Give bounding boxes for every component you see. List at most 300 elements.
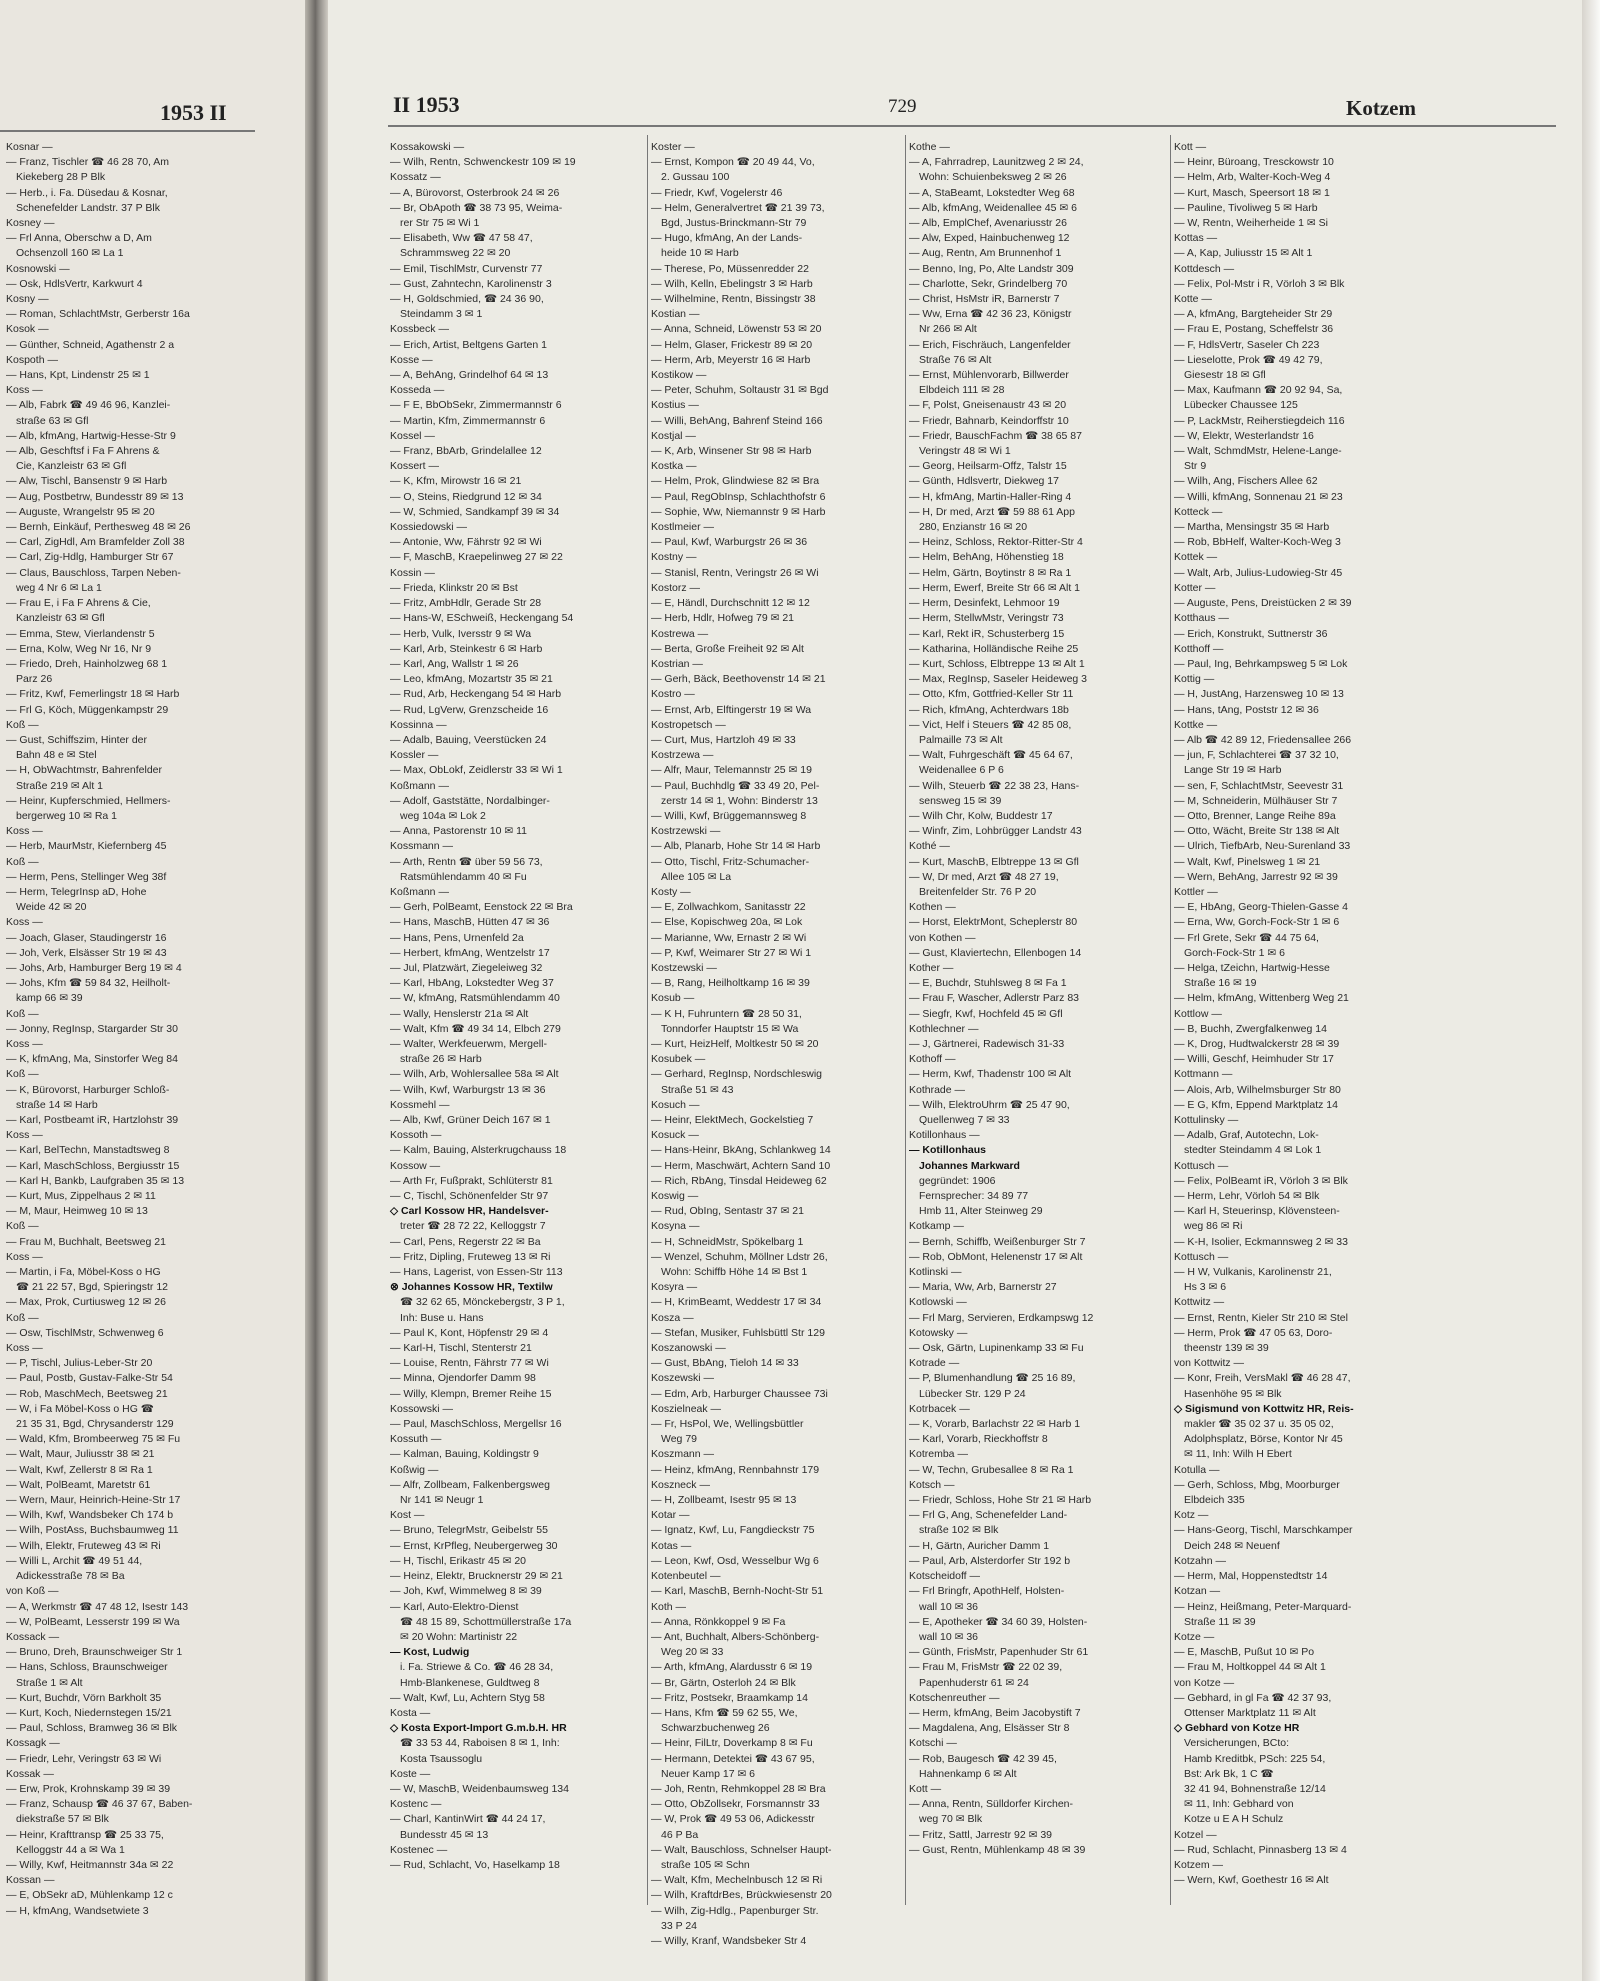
directory-entry: Kosseda —	[390, 384, 445, 397]
directory-entry: — Hermann, Detektei ☎ 43 67 95,	[651, 1752, 815, 1765]
directory-entry: — W, Rentn, Weiherheide 1 ✉ Si	[1174, 217, 1328, 230]
directory-entry: — Heinz, kfmAng, Rennbahnstr 179	[651, 1463, 820, 1476]
directory-entry: — B, Buchh, Zwergfalkenweg 14	[1174, 1022, 1327, 1035]
directory-entry: Koß —	[6, 855, 39, 868]
directory-entry: — Wilh, Kwf, Wandsbeker Ch 174 b	[6, 1509, 174, 1522]
directory-entry: — Emma, Stew, Vierlandenstr 5	[6, 627, 155, 640]
directory-entry: Gorch-Fock-Str 1 ✉ 6	[1184, 946, 1285, 959]
directory-entry: — Günth, FrisMstr, Papenhuder Str 61	[909, 1646, 1089, 1659]
directory-entry: — Helm, BehAng, Höhenstieg 18	[909, 551, 1064, 564]
directory-entry: — Else, Kopischweg 20a, ✉ Lok	[651, 916, 803, 929]
directory-entry: — F, MaschB, Kraepelinweg 27 ✉ 22	[390, 551, 563, 564]
directory-entry: — Johs, Kfm ☎ 59 84 32, Heilholt-	[6, 977, 171, 990]
directory-entry: — Kurt, Schloss, Elbtreppe 13 ✉ Alt 1	[909, 657, 1085, 670]
directory-entry: — Christ, HsMstr iR, Barnerstr 7	[909, 293, 1060, 306]
directory-entry: — Martin, i Fa, Möbel-Koss o HG	[6, 1266, 161, 1279]
directory-entry: — Otto, Wächt, Breite Str 138 ✉ Alt	[1174, 825, 1340, 838]
directory-entry: — Walt, Bauschloss, Schnelser Haupt-	[651, 1843, 832, 1856]
directory-entry: — Br, Gärtn, Osterloh 24 ✉ Blk	[651, 1676, 796, 1689]
col-divider-1	[647, 135, 648, 1905]
directory-entry: Kottler —	[1174, 885, 1218, 898]
directory-entry: — Alb, kfmAng, Hartwig-Hesse-Str 9	[6, 429, 176, 442]
directory-entry: — Alw, Tischl, Bansenstr 9 ✉ Harb	[6, 475, 168, 488]
directory-entry: Parz 26	[16, 673, 53, 686]
directory-entry: — Walt, SchmdMstr, Helene-Lange-	[1174, 445, 1342, 458]
directory-entry: Kotlinski —	[909, 1266, 962, 1279]
directory-entry: — H, Goldschmied, ☎ 24 36 90,	[390, 293, 544, 306]
directory-entry: — Karl H, Steuerinsp, Klövensteen-	[1174, 1205, 1340, 1218]
directory-entry: Kossiedowski —	[390, 521, 468, 534]
directory-entry: — Willi, Geschf, Heimhuder Str 17	[1174, 1053, 1334, 1066]
directory-entry: — Anna, Pastorenstr 10 ✉ 11	[390, 825, 528, 838]
directory-entry: 21 35 31, Bgd, Chrysanderstr 129	[16, 1418, 174, 1431]
directory-entry: — Hans, Pens, Urnenfeld 2a	[390, 931, 524, 944]
directory-entry: Kostka —	[651, 460, 697, 473]
directory-entry: Koswig —	[651, 1190, 699, 1203]
directory-entry: wall 10 ✉ 36	[919, 1630, 978, 1643]
directory-entry: — Gust, Klaviertechn, Ellenbogen 14	[909, 946, 1082, 959]
directory-entry: — Gust, BbAng, Tieloh 14 ✉ 33	[651, 1357, 799, 1370]
directory-entry: — Magdalena, Ang, Elsässer Str 8	[909, 1722, 1070, 1735]
directory-entry: — K, Vorarb, Barlachstr 22 ✉ Harb 1	[909, 1418, 1081, 1431]
directory-entry: Kosuch —	[651, 1098, 700, 1111]
directory-entry: Kosney —	[6, 217, 55, 230]
directory-entry: — Herm, Mal, Hoppenstedtstr 14	[1174, 1570, 1328, 1583]
directory-entry: Koss —	[6, 1250, 43, 1263]
directory-entry: Kotthaus —	[1174, 612, 1229, 625]
directory-entry: — Br, ObApoth ☎ 38 73 95, Weima-	[390, 201, 563, 214]
directory-entry: Kossuth —	[390, 1433, 442, 1446]
directory-entry: weg 4 Nr 6 ✉ La 1	[16, 581, 102, 594]
directory-entry: Weg 79	[661, 1433, 697, 1446]
directory-entry: Koss —	[6, 1342, 43, 1355]
directory-entry: Quellenweg 7 ✉ 33	[919, 1114, 1010, 1126]
directory-entry: Kotar —	[651, 1509, 690, 1522]
directory-entry: Kotschi —	[909, 1737, 957, 1750]
page-edge	[1582, 0, 1600, 1981]
directory-entry: straße 26 ✉ Harb	[400, 1053, 482, 1066]
directory-entry: — Rich, RbAng, Tinsdal Heideweg 62	[651, 1174, 827, 1187]
directory-entry: — Edm, Arb, Harburger Chaussee 73i	[651, 1387, 828, 1400]
directory-entry: Kostlmeier —	[651, 521, 715, 534]
directory-entry: — Alb, Geschftsf i Fa F Ahrens &	[6, 445, 160, 458]
directory-entry: Kosub —	[651, 992, 695, 1005]
directory-entry: — Arth, kfmAng, Alardusstr 6 ✉ 19	[651, 1661, 813, 1674]
directory-entry: Koszewski —	[651, 1372, 715, 1385]
directory-entry: Giesestr 18 ✉ Gfl	[1184, 369, 1266, 382]
directory-entry: — Hans, tAng, Poststr 12 ✉ 36	[1174, 703, 1319, 716]
directory-entry: — Arth Fr, Fußprakt, Schlüterstr 81	[390, 1174, 553, 1187]
directory-entry: — Hans, Schloss, Braunschweiger	[6, 1661, 168, 1674]
directory-entry: — Charlotte, Sekr, Grindelberg 70	[909, 277, 1068, 290]
directory-entry: Kanzleistr 63 ✉ Gfl	[16, 612, 105, 625]
directory-entry: heide 10 ✉ Harb	[661, 247, 739, 260]
directory-entry: ◇ Gebhard von Kotze HR	[1174, 1722, 1300, 1735]
directory-entry: Kossakowski —	[390, 141, 465, 153]
directory-entry: Straße 1 ✉ Alt	[16, 1676, 83, 1689]
directory-entry: Hasenhöhe 95 ✉ Blk	[1184, 1387, 1282, 1400]
directory-entry: Kossoth —	[390, 1129, 442, 1142]
directory-entry: Nr 266 ✉ Alt	[919, 323, 977, 336]
directory-entry: — Horst, ElektrMont, Scheplerstr 80	[909, 916, 1078, 929]
directory-entry: — W, MaschB, Weidenbaumsweg 134	[390, 1782, 569, 1795]
directory-entry: Kotze —	[1174, 1630, 1215, 1643]
directory-entry: — Anna, Rentn, Sülldorfer Kirchen-	[909, 1798, 1074, 1811]
directory-entry: Kostenc —	[390, 1798, 442, 1811]
directory-entry: Kossack —	[6, 1630, 60, 1643]
directory-entry: — Leo, kfmAng, Mozartstr 35 ✉ 21	[390, 673, 553, 686]
directory-entry: Koszneck —	[651, 1478, 710, 1491]
directory-entry: Kottwitz —	[1174, 1296, 1225, 1309]
directory-entry: — E, HbAng, Georg-Thielen-Gasse 4	[1174, 901, 1348, 914]
directory-entry: — Kalman, Bauing, Koldingstr 9	[390, 1448, 539, 1461]
directory-entry: Kost —	[390, 1509, 425, 1522]
directory-entry: — Adolf, Gaststätte, Nordalbinger-	[390, 794, 550, 807]
directory-entry: Kotzan —	[1174, 1585, 1221, 1598]
directory-entry: — E, Händl, Durchschnitt 12 ✉ 12	[651, 597, 810, 610]
directory-entry: Kostrian —	[651, 657, 703, 670]
directory-entry: Straße 11 ✉ 39	[1184, 1615, 1256, 1628]
directory-entry: — Kurt, HeizHelf, Moltkestr 50 ✉ 20	[651, 1037, 819, 1050]
directory-entry: — Wally, Henslerstr 21a ✉ Alt	[390, 1007, 529, 1020]
directory-entry: — Aug, Postbetrw, Bundesstr 89 ✉ 13	[6, 490, 184, 503]
directory-entry: — Jonny, RegInsp, Stargarder Str 30	[6, 1022, 178, 1035]
directory-entry: — Max, RegInsp, Saseler Heideweg 3	[909, 673, 1088, 686]
directory-entry: — Herm, Pens, Stellinger Weg 38f	[6, 870, 167, 883]
directory-entry: Kottek —	[1174, 551, 1218, 564]
directory-entry: ☎ 48 15 89, Schottmüllerstraße 17a	[400, 1615, 572, 1628]
col-divider-3	[1170, 135, 1171, 1905]
directory-entry: — A, Fahrradrep, Launitzweg 2 ✉ 24,	[909, 156, 1084, 169]
directory-entry: — Friedr, Bahnarb, Keindorffstr 10	[909, 414, 1069, 427]
directory-entry: weg 70 ✉ Blk	[919, 1813, 983, 1826]
directory-entry: Kottusch —	[1174, 1250, 1229, 1263]
directory-entry: Kosnowski —	[6, 262, 70, 275]
directory-entry: — Roman, SchlachtMstr, Gerberstr 16a	[6, 308, 190, 321]
directory-entry: — Paul, MaschSchloss, Mergellsr 16	[390, 1418, 562, 1431]
directory-entry: — Frau F, Wascher, Adlerstr Parz 83	[909, 992, 1079, 1005]
directory-entry: Nr 141 ✉ Neugr 1	[400, 1494, 484, 1507]
directory-entry: — Kurt, Buchdr, Vörn Barkholt 35	[6, 1691, 162, 1704]
directory-entry: — K, Arb, Winsener Str 98 ✉ Harb	[651, 445, 812, 458]
directory-entry: Kottas —	[1174, 232, 1218, 245]
directory-entry: Koster —	[651, 141, 695, 153]
left-page	[0, 0, 305, 1981]
directory-entry: ✉ 11, Inh: Gebhard von	[1184, 1798, 1294, 1811]
directory-entry: — Walt, Fuhrgeschäft ☎ 45 64 67,	[909, 749, 1073, 762]
directory-entry: Kiekeberg 28 P Blk	[16, 171, 106, 184]
directory-entry: — Frau E, i Fa F Ahrens & Cie,	[6, 597, 151, 610]
directory-entry: — Georg, Heilsarm-Offz, Talstr 15	[909, 460, 1067, 473]
directory-entry: Kostjal —	[651, 429, 696, 442]
directory-entry: Kostropetsch —	[651, 718, 726, 731]
directory-entry: — Alb, Planarb, Hohe Str 14 ✉ Harb	[651, 840, 821, 853]
directory-entry: — K, Kfm, Mirowstr 16 ✉ 21	[390, 475, 522, 488]
directory-entry: — Erich, Artist, Beltgens Garten 1	[390, 338, 547, 351]
directory-entry: — Paul, RegObInsp, Schlachthofstr 6	[651, 490, 826, 503]
directory-entry: — Wilh Chr, Kolw, Buddestr 17	[909, 809, 1053, 822]
directory-entry: Koss —	[6, 825, 43, 838]
directory-entry: — K, kfmAng, Ma, Sinstorfer Weg 84	[6, 1053, 178, 1066]
directory-entry: — Willi, kfmAng, Sonnenau 21 ✉ 23	[1174, 490, 1343, 503]
directory-entry: — Helm, Prok, Glindwiese 82 ✉ Bra	[651, 475, 820, 488]
directory-entry: Palmaille 73 ✉ Alt	[919, 733, 1003, 746]
directory-entry: Steindamm 3 ✉ 1	[400, 308, 483, 321]
directory-entry: Kossler —	[390, 749, 439, 762]
directory-entry: — Wern, Maur, Heinrich-Heine-Str 17	[6, 1494, 181, 1507]
directory-entry: — Heinz, Elektr, Brucknerstr 29 ✉ 21	[390, 1570, 563, 1583]
directory-entry: Kossert —	[390, 460, 440, 473]
directory-entry: Kotscheidoff —	[909, 1570, 981, 1583]
directory-entry: — Adalb, Bauing, Veerstücken 24	[390, 733, 547, 746]
directory-entry: Kostro —	[651, 688, 695, 701]
directory-entry: Kostorz —	[651, 581, 701, 594]
directory-entry: — Otto, ObZollsekr, Forsmannstr 33	[651, 1798, 820, 1811]
directory-entry: — Willy, Klempn, Bremer Reihe 15	[390, 1387, 552, 1400]
directory-entry: — Frl Grete, Sekr ☎ 44 75 64,	[1174, 931, 1319, 944]
directory-entry: — Karl, Postbeamt iR, Hartzlohstr 39	[6, 1114, 179, 1126]
directory-entry: — Herm, Desinfekt, Lehmoor 19	[909, 597, 1060, 610]
directory-entry: Straße 16 ✉ 19	[1184, 977, 1257, 990]
directory-entry: Kostzewski —	[651, 961, 717, 974]
directory-entry: — Helga, tZeichn, Hartwig-Hesse	[1174, 961, 1330, 974]
directory-entry: — Wern, BehAng, Jarrestr 92 ✉ 39	[1174, 870, 1338, 883]
directory-entry: — Herb., i. Fa. Düsedau & Kosnar,	[6, 186, 168, 199]
directory-entry: Kossak —	[6, 1767, 54, 1780]
directory-entry: — Claus, Bauschloss, Tarpen Neben-	[6, 566, 181, 579]
directory-entry: — Alb, Fabrk ☎ 49 46 96, Kanzlei-	[6, 399, 171, 412]
directory-entry: — Rud, ObIng, Sentastr 37 ✉ 21	[651, 1205, 804, 1218]
directory-entry: — K H, Fuhruntern ☎ 28 50 31,	[651, 1007, 802, 1020]
directory-entry: Allee 105 ✉ La	[661, 870, 732, 883]
directory-entry: Hmb-Blankenese, Guldtweg 8	[400, 1676, 540, 1689]
directory-entry: Kottlow —	[1174, 1007, 1222, 1020]
left-header-rule	[0, 130, 255, 132]
directory-entry: — Helm, Generalvertret ☎ 21 39 73,	[651, 201, 825, 214]
directory-entry: — Gerh, Schloss, Mbg, Moorburger	[1174, 1478, 1340, 1491]
directory-entry: — Alw, Exped, Hainbuchenweg 12	[909, 232, 1070, 245]
directory-entry: — Berta, Große Freiheit 92 ✉ Alt	[651, 642, 804, 655]
directory-entry: Kossmann —	[390, 840, 454, 853]
directory-entry: Versicherungen, BCto:	[1184, 1737, 1290, 1750]
directory-entry: — Karl, Vorarb, Rieckhoffstr 8	[909, 1433, 1048, 1446]
directory-entry: ✉ 11, Inh: Wilh H Ebert	[1184, 1448, 1292, 1461]
directory-entry: — Wilhelmine, Rentn, Bissingstr 38	[651, 293, 816, 306]
directory-entry: — Hans, Kfm ☎ 59 62 55, We,	[651, 1706, 798, 1719]
directory-entry: Neuer Kamp 17 ✉ 6	[661, 1767, 756, 1780]
directory-entry: — Rud, Schlacht, Vo, Haselkamp 18	[390, 1858, 560, 1871]
directory-entry: Wohn: Schuienbeksweg 2 ✉ 26	[919, 171, 1067, 184]
directory-entry: — Friedr, Schloss, Hohe Str 21 ✉ Harb	[909, 1494, 1092, 1507]
directory-entry: — Heinr, Büroang, Tresckowstr 10	[1174, 156, 1334, 169]
directory-entry: — Therese, Po, Müssenredder 22	[651, 262, 809, 275]
directory-entry: — sen, F, SchlachtMstr, Seevestr 31	[1174, 779, 1344, 792]
directory-entry: — Max, Kaufmann ☎ 20 92 94, Sa,	[1174, 384, 1343, 397]
directory-entry: — Helm, Arb, Walter-Koch-Weg 4	[1174, 171, 1331, 184]
directory-entry: — Herm, TelegrInsp aD, Hohe	[6, 885, 147, 898]
directory-entry: — Martin, Kfm, Zimmermannstr 6	[390, 414, 546, 427]
directory-entry: Kottke —	[1174, 718, 1218, 731]
directory-entry: — Ignatz, Kwf, Lu, Fangdieckstr 75	[651, 1524, 815, 1537]
directory-entry: Koß —	[6, 1311, 39, 1324]
directory-entry: — Elisabeth, Ww ☎ 47 58 47,	[390, 232, 533, 245]
directory-entry: — Erw, Prok, Krohnskamp 39 ✉ 39	[6, 1782, 171, 1795]
directory-entry: — H, kfmAng, Martin-Haller-Ring 4	[909, 490, 1072, 503]
directory-entry: — A, Werkmstr ☎ 47 48 12, Isestr 143	[6, 1600, 189, 1613]
directory-entry: — Willi L, Archit ☎ 49 51 44,	[6, 1554, 143, 1567]
directory-entry: Kosza —	[651, 1311, 694, 1324]
left-page-header: 1953 II	[160, 100, 227, 125]
directory-entry: — Walt, Kwf, Lu, Achtern Styg 58	[390, 1691, 545, 1704]
directory-entry: — Aug, Rentn, Am Brunnenhof 1	[909, 247, 1062, 260]
directory-entry: — Alb, EmplChef, Avenariusstr 26	[909, 217, 1067, 230]
directory-entry: — P, LackMstr, Reiherstiegdeich 116	[1174, 414, 1345, 427]
directory-entry: Koß —	[6, 1068, 39, 1081]
directory-entry: Kotowsky —	[909, 1326, 968, 1339]
directory-entry: — Frl Anna, Oberschw a D, Am	[6, 232, 152, 245]
directory-entry: ◇ Carl Kossow HR, Handelsver-	[390, 1205, 549, 1218]
directory-entry: — W, i Fa Möbel-Koss o HG ☎	[6, 1402, 154, 1415]
directory-entry: Kosubek —	[651, 1053, 706, 1066]
right-column-3	[909, 140, 1167, 1910]
directory-entry: Ratsmühlendamm 40 ✉ Fu	[400, 870, 527, 883]
directory-entry: — Karl, Arb, Steinkestr 6 ✉ Harb	[390, 642, 543, 655]
directory-entry: — H, ObWachtmstr, Bahrenfelder	[6, 764, 162, 777]
directory-entry: — C, Tischl, Schönenfelder Str 97	[390, 1190, 549, 1203]
directory-entry: kamp 66 ✉ 39	[16, 992, 83, 1005]
directory-entry: 280, Enzianstr 16 ✉ 20	[919, 521, 1028, 534]
directory-entry: Kotter —	[1174, 581, 1216, 594]
directory-entry: Kott —	[909, 1782, 942, 1795]
directory-entry: — Walt, Kfm, Mechelnbusch 12 ✉ Ri	[651, 1874, 823, 1887]
directory-entry: — Friedr, Kwf, Vogelerstr 46	[651, 186, 783, 199]
directory-entry: — Herm, Maschwärt, Achtern Sand 10	[651, 1159, 831, 1172]
directory-entry: 32 41 94, Bohnenstraße 12/14	[1184, 1782, 1326, 1795]
directory-entry: Kotschenreuther —	[909, 1691, 1000, 1704]
directory-entry: — Frau M, Holtkoppel 44 ✉ Alt 1	[1174, 1661, 1326, 1674]
directory-entry: — Hans, Kpt, Lindenstr 25 ✉ 1	[6, 369, 150, 382]
directory-entry: — Franz, Schausp ☎ 46 37 67, Baben-	[6, 1798, 193, 1811]
directory-entry: — Willy, Kranf, Wandsbeker Str 4	[651, 1934, 807, 1947]
directory-entry: — Hugo, kfmAng, An der Lands-	[651, 232, 803, 245]
directory-entry: — Bruno, TelegrMstr, Geibelstr 55	[390, 1524, 548, 1537]
directory-entry: — E, Zollwachkom, Sanitasstr 22	[651, 901, 806, 914]
directory-entry: — Auguste, Wrangelstr 95 ✉ 20	[6, 505, 155, 518]
directory-entry: — Kurt, Masch, Speersort 18 ✉ 1	[1174, 186, 1330, 199]
directory-entry: — Rud, Arb, Heckengang 54 ✉ Harb	[390, 688, 562, 701]
directory-entry: — A, kfmAng, Bargteheider Str 29	[1174, 308, 1333, 321]
directory-entry: — F, HdlsVertr, Saseler Ch 223	[1174, 338, 1320, 351]
directory-entry: — Carl, Zig-Hdlg, Hamburger Str 67	[6, 551, 174, 564]
directory-entry: — Joh, Verk, Elsässer Str 19 ✉ 43	[6, 946, 167, 959]
directory-entry: Adolphsplatz, Börse, Kontor Nr 45	[1184, 1433, 1343, 1446]
directory-entry: — Lieselotte, Prok ☎ 49 42 79,	[1174, 353, 1323, 366]
directory-entry: — Fritz, Postsekr, Braamkamp 14	[651, 1691, 808, 1704]
directory-entry: — Herm, Arb, Meyerstr 16 ✉ Harb	[651, 353, 811, 366]
directory-entry: Koszanowski —	[651, 1342, 726, 1355]
directory-entry: — Willi, Kwf, Brüggemannsweg 8	[651, 809, 807, 822]
directory-entry: straße 14 ✉ Harb	[16, 1098, 98, 1111]
directory-entry: — Hans-Heinr, BkAng, Schlankweg 14	[651, 1144, 831, 1157]
directory-entry: — Osw, TischlMstr, Schwenweg 6	[6, 1326, 164, 1339]
directory-entry: Weidenallee 6 P 6	[919, 764, 1004, 777]
directory-entry: Kostrzewski —	[651, 825, 721, 838]
directory-entry: ☎ 21 22 57, Bgd, Spieringstr 12	[16, 1281, 169, 1294]
directory-entry: Straße 219 ✉ Alt 1	[16, 779, 104, 792]
directory-entry: — Fritz, Dipling, Fruteweg 13 ✉ Ri	[390, 1250, 551, 1263]
directory-entry: — jun, F, Schlachterei ☎ 37 32 10,	[1174, 749, 1339, 762]
page-number: 729	[888, 96, 917, 117]
directory-entry: Koßmann —	[390, 779, 449, 792]
directory-entry: — Paul, Postb, Gustav-Falke-Str 54	[6, 1372, 173, 1385]
directory-entry: zerstr 14 ✉ 1, Wohn: Binderstr 13	[661, 794, 818, 807]
directory-entry: — Kalm, Bauing, Alsterkrugchauss 18	[390, 1144, 567, 1157]
directory-entry: Schenefelder Landstr. 37 P Blk	[16, 201, 160, 214]
directory-entry: Schrammsweg 22 ✉ 20	[400, 247, 511, 260]
directory-entry: Koss —	[6, 1129, 43, 1142]
directory-entry: — Stefan, Musiker, Fuhlsbüttl Str 129	[651, 1326, 825, 1339]
directory-entry: — Karl-H, Tischl, Stenterstr 21	[390, 1342, 532, 1355]
directory-entry: — Joach, Glaser, Staudingerstr 16	[6, 931, 167, 944]
directory-entry: — Hans, MaschB, Hütten 47 ✉ 36	[390, 916, 550, 929]
directory-entry: Kotas —	[651, 1539, 692, 1552]
directory-entry: Koss —	[6, 384, 43, 397]
directory-entry: — Herm, Prok ☎ 47 05 63, Doro-	[1174, 1326, 1333, 1339]
right-column-2	[651, 140, 903, 1947]
directory-entry: Kossin —	[390, 566, 435, 579]
directory-entry: — Karl, Auto-Elektro-Dienst	[390, 1600, 519, 1613]
directory-entry: — Friedo, Dreh, Hainholzweg 68 1	[6, 657, 168, 670]
directory-entry: — Frau M, Buchhalt, Beetsweg 21	[6, 1235, 166, 1248]
directory-entry: — P, Kwf, Weimarer Str 27 ✉ Wi 1	[651, 946, 812, 959]
directory-entry: — W, Elektr, Westerlandstr 16	[1174, 429, 1314, 442]
directory-entry: — Alb ☎ 42 89 12, Friedensallee 266	[1174, 733, 1352, 746]
directory-entry: — F, Polst, Gneisenaustr 43 ✉ 20	[909, 399, 1067, 412]
directory-entry: — Jul, Platzwärt, Ziegeleiweg 32	[390, 961, 543, 974]
directory-entry: — Herb, Vulk, Iversstr 9 ✉ Wa	[390, 627, 532, 640]
directory-entry: diekstraße 57 ✉ Blk	[16, 1813, 109, 1826]
directory-entry: Deich 248 ✉ Neuenf	[1184, 1539, 1280, 1552]
directory-entry: — Fritz, Sattl, Jarrestr 92 ✉ 39	[909, 1828, 1053, 1841]
directory-entry: Papenhuderstr 61 ✉ 24	[919, 1676, 1029, 1689]
directory-entry: Koste —	[390, 1767, 431, 1780]
directory-entry: — H, JustAng, Harzensweg 10 ✉ 13	[1174, 688, 1344, 701]
directory-entry: — Erich, Fischräuch, Langenfelder	[909, 338, 1071, 351]
directory-entry: — Max, Prok, Curtiusweg 12 ✉ 26	[6, 1296, 166, 1309]
directory-entry: — H, SchneidMstr, Spökelbarg 1	[651, 1235, 804, 1248]
directory-entry: ☎ 33 53 44, Raboisen 8 ✉ 1, Inh:	[400, 1737, 560, 1750]
directory-entry: von Koß —	[6, 1585, 59, 1598]
directory-entry: — K, Drog, Hudtwalckerstr 28 ✉ 39	[1174, 1037, 1340, 1050]
directory-entry: — Sophie, Ww, Niemannstr 9 ✉ Harb	[651, 505, 826, 518]
directory-entry: — Ernst, Arb, Elftingerstr 19 ✉ Wa	[651, 703, 812, 716]
directory-entry: Koszielneak —	[651, 1402, 722, 1415]
book-gutter	[305, 0, 328, 1981]
directory-entry: von Kotze —	[1174, 1676, 1235, 1689]
directory-entry: — M, Maur, Heimweg 10 ✉ 13	[6, 1205, 148, 1218]
directory-entry: — Karl, Ang, Wallstr 1 ✉ 26	[390, 657, 519, 670]
directory-entry: sensweg 15 ✉ 39	[919, 794, 1002, 807]
directory-entry: Veringstr 48 ✉ Wi 1	[919, 445, 1011, 458]
directory-entry: Kossan —	[6, 1874, 55, 1887]
directory-entry: Kossinna —	[390, 718, 447, 731]
directory-entry: — Helm, kfmAng, Wittenberg Weg 21	[1174, 992, 1349, 1005]
directory-entry: — Wald, Kfm, Brombeerweg 75 ✉ Fu	[6, 1433, 181, 1446]
directory-entry: — A, StaBeamt, Lokstedter Weg 68	[909, 186, 1075, 199]
directory-entry: Kosta Tsaussoglu	[400, 1752, 483, 1765]
directory-entry: — P, Blumenhandlung ☎ 25 16 89,	[909, 1372, 1076, 1385]
directory-entry: — Siegfr, Kwf, Hochfeld 45 ✉ Gfl	[909, 1007, 1063, 1020]
